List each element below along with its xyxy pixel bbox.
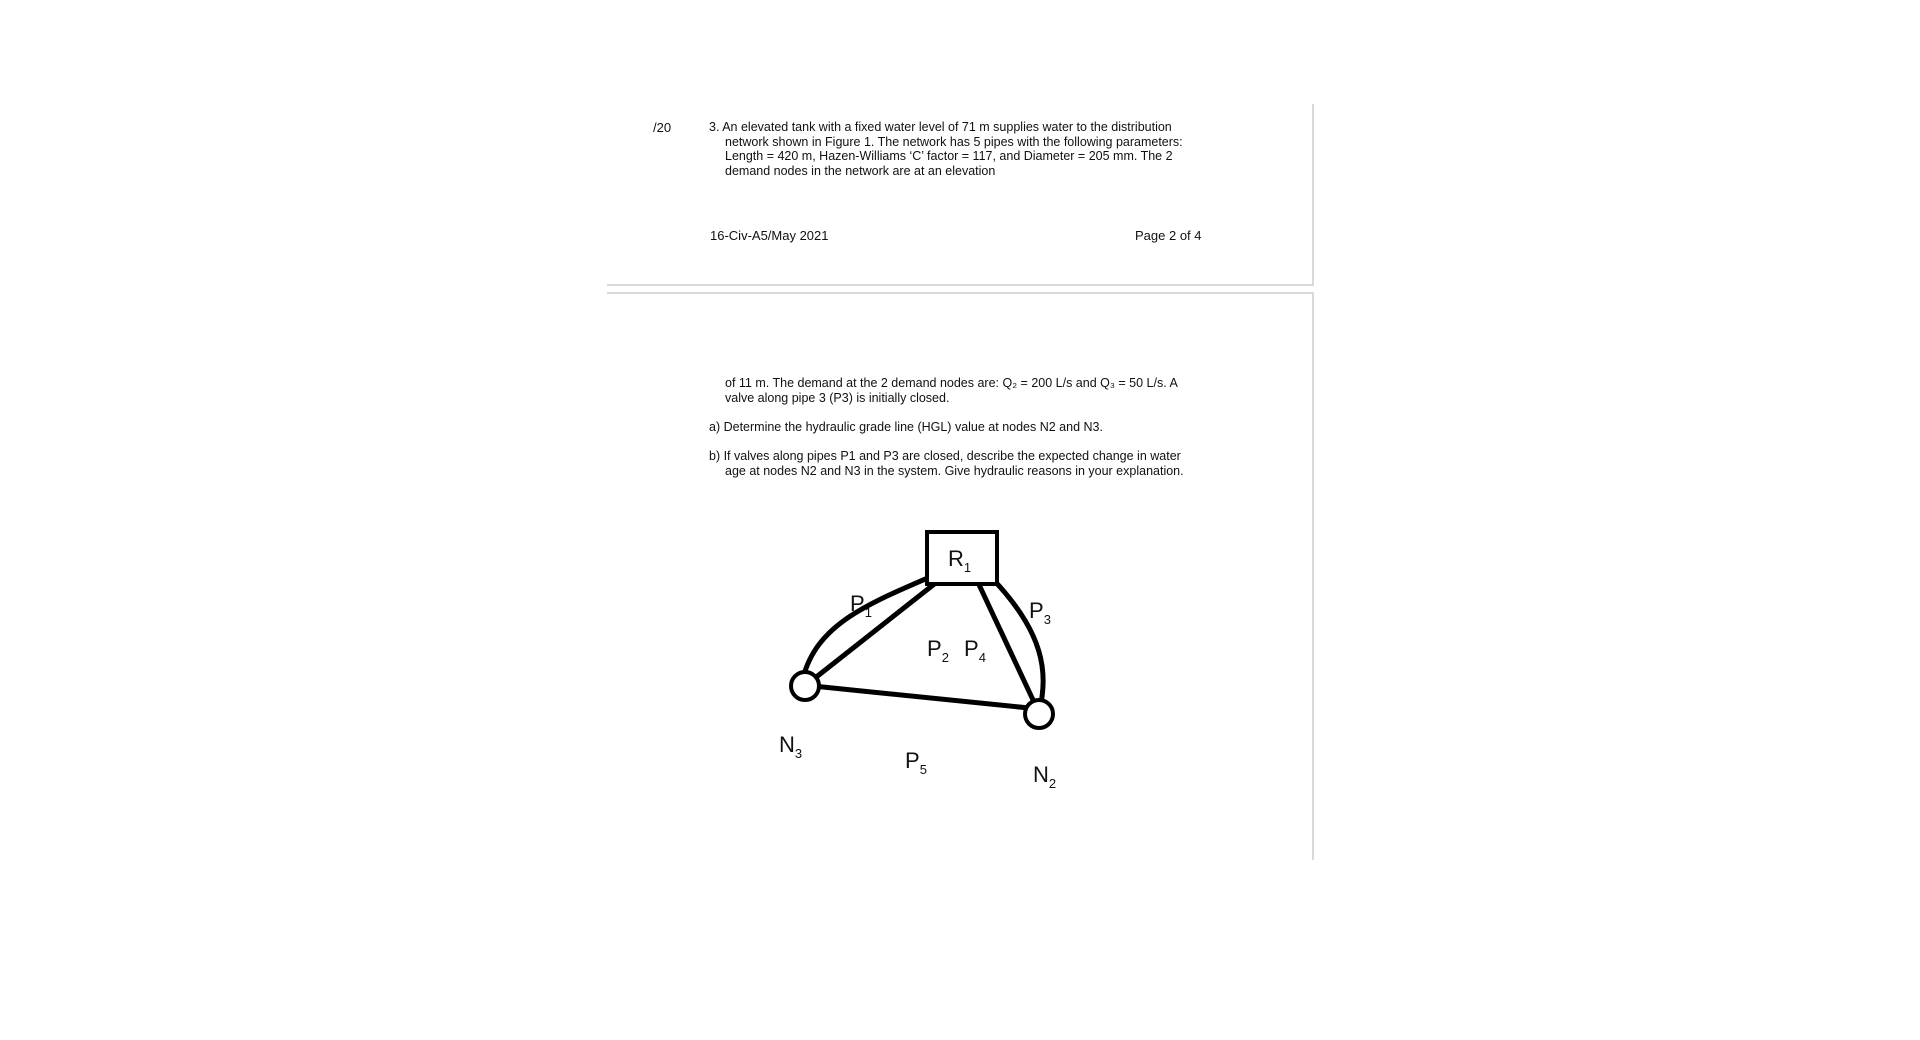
part-a	[709, 420, 1205, 435]
pipe-p1	[803, 574, 937, 678]
label-n2: $N_2$	[1033, 762, 1057, 791]
label-p3: $P_3$	[1029, 598, 1051, 627]
part-b-text: b) If valves along pipes P1 and P3 are closed, describe the expected change in water age at nodes N2 and N3 in the system. Give hydraulic reasons in your explanation.	[709, 449, 1184, 478]
network-diagram	[757, 524, 1157, 864]
question-3-continuation: of 11 m. The demand at the 2 demand nodes are: Q₂ = 200 L/s and Q₃ = 50 L/s. A valve along pipe 3 (P3) is initially closed.	[725, 376, 1178, 405]
question-marks: /20	[653, 120, 672, 135]
label-p4: $P_4$	[964, 636, 986, 665]
question-3-text	[709, 120, 1204, 178]
pipe-p2	[810, 574, 947, 682]
label-n3: $N_3$	[779, 732, 803, 761]
exam-page-bottom	[607, 292, 1314, 860]
pipe-p3	[988, 574, 1043, 709]
part-a-text: a) Determine the hydraulic grade line (HGL) value at nodes N2 and N3.	[709, 420, 1103, 434]
question-3-lead: 3. An elevated tank with a fixed water level of 71 m supplies water to the distribution network shown in Figure 1. The network has 5 pipes with the following parameters: Length = 420 m, Hazen-Williams ‘C’ factor = 117, and Diameter = 205 mm. The 2 demand nodes in the network are at an elevation	[709, 120, 1183, 178]
label-p1: $P_1$	[850, 591, 872, 620]
label-p2: $P_2$	[927, 636, 949, 665]
exam-code-footer: 16-Civ-A5/May 2021	[710, 228, 829, 243]
label-p5: $P_5$	[905, 748, 927, 777]
part-b	[709, 449, 1205, 478]
node-n2	[1025, 700, 1053, 728]
pipe-p5	[813, 686, 1029, 708]
node-n3	[791, 672, 819, 700]
page-number-footer: Page 2 of 4	[1135, 228, 1202, 243]
reservoir-label: $R_1$	[948, 546, 972, 575]
exam-page-top	[607, 104, 1314, 286]
